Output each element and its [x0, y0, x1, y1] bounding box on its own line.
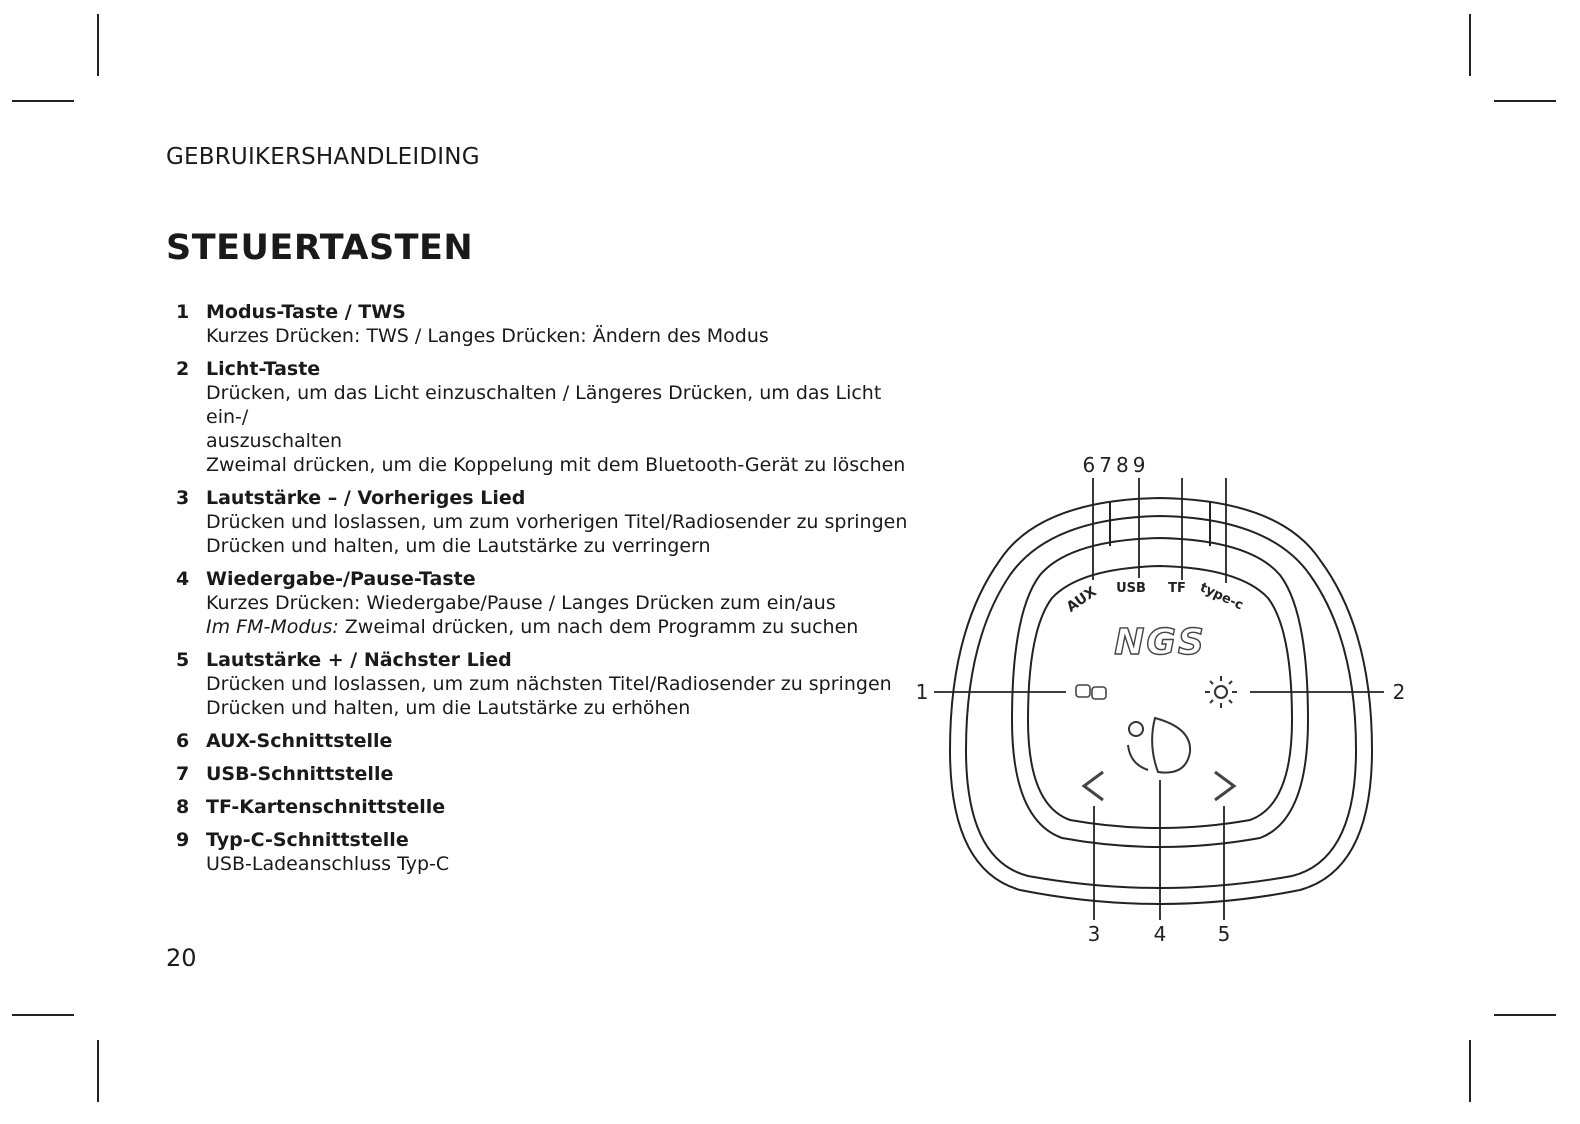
item-number: 5: [176, 649, 190, 671]
tf-port-label: TF: [1168, 581, 1186, 596]
item-line: Drücken und loslassen, um zum vorherigen Titel/Radiosender zu springen: [206, 511, 908, 533]
item-line: Drücken und loslassen, um zum nächsten Titel/Radiosender zu springen: [206, 673, 892, 695]
item-line: Drücken und halten, um die Lautstärke zu verringern: [206, 535, 711, 557]
running-header: GEBRUIKERSHANDLEIDING: [166, 144, 480, 170]
callout-3: 3: [1087, 922, 1101, 946]
item-number: 1: [176, 301, 190, 323]
typec-port-label: type-c: [1197, 580, 1246, 614]
item-number: 4: [176, 568, 190, 590]
item-name: Lautstärke – / Vorheriges Lied: [206, 487, 526, 509]
ngs-logo: NGS: [1114, 622, 1206, 663]
item-line: USB-Ladeanschluss Typ-C: [206, 853, 450, 875]
callout-5: 5: [1217, 922, 1231, 946]
light-icon: [1205, 676, 1237, 708]
item-line: auszuschalten: [206, 430, 343, 452]
item-line: Zweimal drücken, um die Koppelung mit dem Bluetooth-Gerät zu löschen: [206, 454, 906, 476]
item-name: Lautstärke + / Nächster Lied: [206, 649, 512, 671]
speaker-inner-body: [966, 516, 1356, 888]
fm-mode-text: Zweimal drücken, um nach dem Programm zu suchen: [338, 616, 859, 638]
callout-4: 4: [1153, 922, 1167, 946]
page-number: 20: [166, 944, 197, 972]
chevron-right-icon: [1215, 772, 1234, 800]
item-name: AUX-Schnittstelle: [206, 730, 393, 752]
play-pause-icon: [1128, 718, 1190, 773]
item-name: USB-Schnittstelle: [206, 763, 394, 785]
item-line: Kurzes Drücken: TWS / Langes Drücken: Ändern des Modus: [206, 325, 769, 347]
aux-port-label: AUX: [1063, 583, 1100, 616]
item-line: Kurzes Drücken: Wiedergabe/Pause / Langes Drücken zum ein/aus: [206, 592, 836, 614]
item-number: 9: [176, 829, 190, 851]
chevron-left-icon: [1084, 772, 1103, 800]
item-number: 2: [176, 358, 190, 380]
page-title: STEUERTASTEN: [166, 228, 474, 268]
fm-mode-label: Im FM-Modus:: [206, 616, 339, 638]
mode-tws-icon: [1076, 685, 1106, 699]
item-number: 8: [176, 796, 190, 818]
item-number: 3: [176, 487, 190, 509]
top-callout-numbers: 6789: [1082, 453, 1150, 477]
item-name: Licht-Taste: [206, 358, 321, 380]
item-name: Wiedergabe-/Pause-Taste: [206, 568, 476, 590]
usb-port-label: USB: [1116, 581, 1146, 596]
callout-2: 2: [1392, 680, 1406, 704]
callout-1: 1: [915, 680, 929, 704]
item-line: Drücken und halten, um die Lautstärke zu erhöhen: [206, 697, 691, 719]
item-name: TF-Kartenschnittstelle: [206, 796, 446, 818]
item-name: Typ-C-Schnittstelle: [206, 829, 409, 851]
item-number: 7: [176, 763, 190, 785]
item-line: Drücken, um das Licht einzuschalten / Längeres Drücken, um das Licht ein-/: [206, 382, 882, 428]
item-name: Modus-Taste / TWS: [206, 301, 406, 323]
item-number: 6: [176, 730, 190, 752]
